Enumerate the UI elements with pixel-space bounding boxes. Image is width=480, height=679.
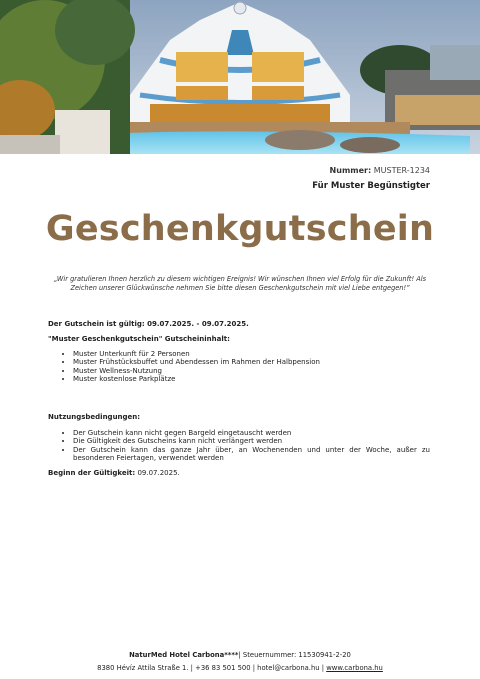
voucher-number-value: MUSTER-1234 xyxy=(373,166,430,175)
voucher-number-label: Nummer: xyxy=(329,166,372,175)
list-item: • Der Gutschein kann das ganze Jahr über, an Wochenenden und unter der Woche, außer zu besonderen Feiertagen, verwendet werden xyxy=(73,446,430,463)
list-item: • Muster Wellness-Nutzung xyxy=(73,367,430,375)
terms-title: Nutzungsbedingungen: xyxy=(48,413,141,422)
terms-list xyxy=(48,429,430,463)
recipient-name: Für Muster Begünstigter xyxy=(312,181,430,191)
contact-info: 8380 Hévíz Attila Straße 1. | +36 83 501 500 | hotel@carbona.hu | xyxy=(97,664,325,672)
congratulation-quote: „Wir gratulieren Ihnen herzlich zu diesem wichtigen Ereignis! Wir wünschen Ihnen viel Erfolg für die Zukunft! Als Zeichen unserer Glückwünsche nehmen Sie bitte diesen Geschenkgutschein mit viel Liebe entgegen!” xyxy=(53,275,427,292)
list-item: • Die Gültigkeit des Gutscheins kann nicht verlängert werden xyxy=(73,437,430,445)
hotel-illustration xyxy=(0,0,480,154)
hero-image xyxy=(0,0,480,154)
list-item: • Muster kostenlose Parkplätze xyxy=(73,375,430,383)
package-list xyxy=(48,350,430,384)
validity-start-value: 09.07.2025. xyxy=(137,469,180,478)
footer-line-1 xyxy=(0,649,480,662)
tax-number: | Steuernummer: 11530941-2-20 xyxy=(238,651,351,659)
validity-start-label: Beginn der Gültigkeit: xyxy=(48,469,136,478)
voucher-title: Geschenkgutschein xyxy=(45,209,435,249)
website-link[interactable]: www.carbona.hu xyxy=(326,664,383,672)
validity-start xyxy=(48,469,430,477)
package-title: "Muster Geschenkgutschein" Gutscheininhalt: xyxy=(48,335,230,344)
list-item: • Muster Frühstücksbuffet und Abendessen im Rahmen der Halbpension xyxy=(73,358,430,366)
footer xyxy=(0,649,480,675)
footer-line-2 xyxy=(0,662,480,675)
voucher-number xyxy=(330,166,430,175)
voucher-content xyxy=(48,320,430,478)
list-item: • Muster Unterkunft für 2 Personen xyxy=(73,350,430,358)
validity-period: Der Gutschein ist gültig: 09.07.2025. - 09.07.2025. xyxy=(48,320,249,328)
hotel-name: NaturMed Hotel Carbona**** xyxy=(129,651,239,659)
list-item: • Der Gutschein kann nicht gegen Bargeld eingetauscht werden xyxy=(73,429,430,437)
